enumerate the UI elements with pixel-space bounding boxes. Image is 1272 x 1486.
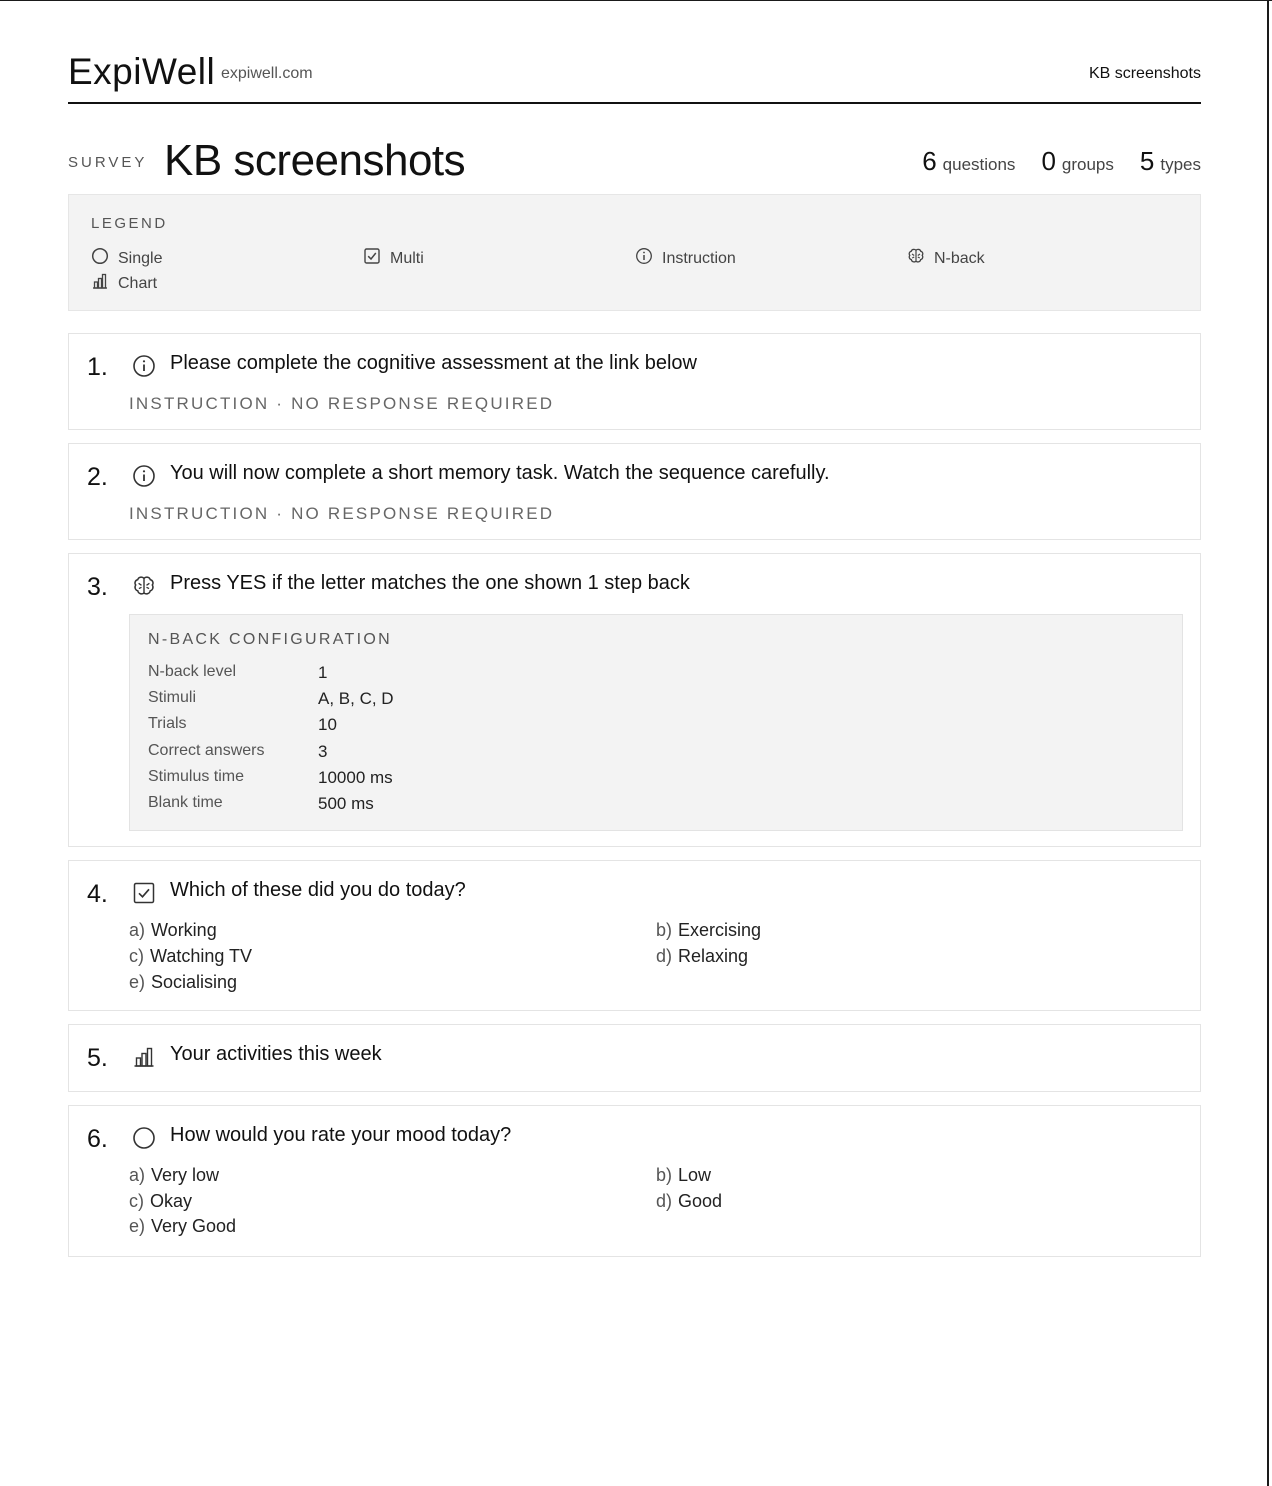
option-label: Watching TV bbox=[150, 946, 253, 966]
question-number: 3. bbox=[87, 573, 108, 601]
option-d bbox=[656, 1191, 722, 1212]
info-icon bbox=[635, 247, 653, 270]
option-e bbox=[129, 1216, 236, 1237]
option-letter: c) bbox=[129, 946, 144, 966]
config-value: 10000 ms bbox=[318, 768, 393, 787]
question-card-5 bbox=[68, 1024, 1201, 1092]
question-text: Please complete the cognitive assessment at the link below bbox=[170, 352, 697, 374]
stat-types bbox=[1140, 146, 1201, 177]
question-text: You will now complete a short memory task. Watch the sequence carefully. bbox=[170, 462, 830, 484]
info-icon bbox=[132, 464, 156, 488]
question-card-4 bbox=[68, 860, 1201, 1011]
option-c bbox=[129, 1191, 192, 1212]
checkbox-icon bbox=[132, 881, 156, 905]
legend-item-nback bbox=[907, 247, 985, 270]
option-label: Good bbox=[678, 1191, 723, 1211]
option-letter: a) bbox=[129, 1165, 146, 1185]
question-text: How would you rate your mood today? bbox=[170, 1124, 512, 1146]
question-card-6 bbox=[68, 1105, 1201, 1257]
option-label: Very Good bbox=[151, 1216, 237, 1236]
option-label: Very low bbox=[151, 1165, 220, 1185]
config-value: 3 bbox=[318, 742, 328, 761]
legend-label-instruction: Instruction bbox=[662, 249, 736, 267]
option-label: Working bbox=[151, 920, 217, 940]
bar-chart-icon bbox=[91, 272, 109, 295]
question-text: Your activities this week bbox=[170, 1043, 382, 1065]
brain-icon bbox=[132, 574, 156, 598]
option-label: Low bbox=[678, 1165, 712, 1185]
option-d bbox=[656, 946, 748, 967]
option-b bbox=[656, 1165, 711, 1186]
option-letter: e) bbox=[129, 972, 146, 992]
legend-label-nback: N-back bbox=[934, 249, 985, 267]
question-number: 1. bbox=[87, 353, 108, 381]
question-text: Which of these did you do today? bbox=[170, 879, 466, 901]
legend-item-single bbox=[91, 247, 162, 270]
radio-circle-icon bbox=[132, 1126, 156, 1150]
config-key: N-back level bbox=[148, 663, 237, 680]
stat-questions bbox=[922, 146, 1015, 177]
legend-item-multi bbox=[363, 247, 424, 270]
question-number: 6. bbox=[87, 1125, 108, 1153]
legend-item-instruction bbox=[635, 247, 736, 270]
option-letter: b) bbox=[656, 1165, 673, 1185]
page-border-right bbox=[1267, 0, 1269, 1486]
survey-title-row bbox=[68, 104, 1201, 194]
option-e bbox=[129, 972, 237, 993]
nback-config-title: N-BACK CONFIGURATION bbox=[148, 631, 392, 648]
stat-groups-label: groups bbox=[1061, 155, 1114, 174]
option-letter: d) bbox=[656, 1191, 673, 1211]
option-c bbox=[129, 946, 252, 967]
question-number: 5. bbox=[87, 1044, 108, 1072]
radio-circle-icon bbox=[91, 247, 109, 270]
stat-groups-count: 0 bbox=[1041, 146, 1056, 176]
option-a bbox=[129, 920, 217, 941]
legend-label-single: Single bbox=[118, 249, 163, 267]
question-card-2 bbox=[68, 443, 1201, 540]
option-letter: b) bbox=[656, 920, 673, 940]
option-label: Exercising bbox=[678, 920, 762, 940]
option-a bbox=[129, 1165, 219, 1186]
legend-title: LEGEND bbox=[91, 215, 168, 232]
stat-types-label: types bbox=[1160, 155, 1201, 174]
option-b bbox=[656, 920, 761, 941]
config-key: Stimulus time bbox=[148, 768, 245, 785]
brand-url: expiwell.com bbox=[221, 65, 313, 82]
site-header bbox=[68, 0, 1201, 104]
option-letter: e) bbox=[129, 1216, 146, 1236]
option-label: Relaxing bbox=[678, 946, 749, 966]
checkbox-icon bbox=[363, 247, 381, 270]
option-letter: c) bbox=[129, 1191, 144, 1211]
option-letter: d) bbox=[656, 946, 673, 966]
bar-chart-icon bbox=[132, 1045, 156, 1069]
question-card-3 bbox=[68, 553, 1201, 847]
config-key: Stimuli bbox=[148, 689, 197, 706]
legend-item-chart bbox=[91, 272, 157, 295]
config-value: 1 bbox=[318, 663, 328, 682]
option-letter: a) bbox=[129, 920, 146, 940]
brand-logo: ExpiWell bbox=[68, 51, 216, 92]
question-text: Press YES if the letter matches the one shown 1 step back bbox=[170, 572, 690, 594]
legend-panel bbox=[68, 194, 1201, 311]
config-key: Trials bbox=[148, 715, 187, 732]
option-label: Socialising bbox=[151, 972, 238, 992]
info-icon bbox=[132, 354, 156, 378]
question-card-1 bbox=[68, 333, 1201, 430]
config-value: A, B, C, D bbox=[318, 689, 394, 708]
stat-groups bbox=[1041, 146, 1113, 177]
survey-kicker: SURVEY bbox=[68, 154, 148, 171]
stat-questions-count: 6 bbox=[922, 146, 937, 176]
question-number: 2. bbox=[87, 463, 108, 491]
config-key: Blank time bbox=[148, 794, 223, 811]
config-value: 10 bbox=[318, 715, 337, 734]
question-type-subtitle: INSTRUCTION · NO RESPONSE REQUIRED bbox=[129, 504, 555, 523]
survey-stats bbox=[922, 146, 1201, 177]
legend-label-chart: Chart bbox=[118, 274, 158, 292]
option-label: Okay bbox=[150, 1191, 193, 1211]
survey-page bbox=[68, 0, 1201, 1236]
stat-types-count: 5 bbox=[1139, 146, 1155, 176]
page-title: KB screenshots bbox=[164, 136, 466, 185]
header-survey-name: KB screenshots bbox=[1088, 65, 1201, 82]
config-value: 500 ms bbox=[318, 794, 374, 813]
brain-icon bbox=[907, 247, 925, 270]
question-number: 4. bbox=[87, 880, 108, 908]
stat-questions-label: questions bbox=[942, 155, 1016, 174]
legend-label-multi: Multi bbox=[390, 249, 424, 267]
nback-config-panel bbox=[129, 614, 1183, 831]
question-type-subtitle: INSTRUCTION · NO RESPONSE REQUIRED bbox=[129, 394, 555, 413]
config-key: Correct answers bbox=[148, 742, 265, 759]
